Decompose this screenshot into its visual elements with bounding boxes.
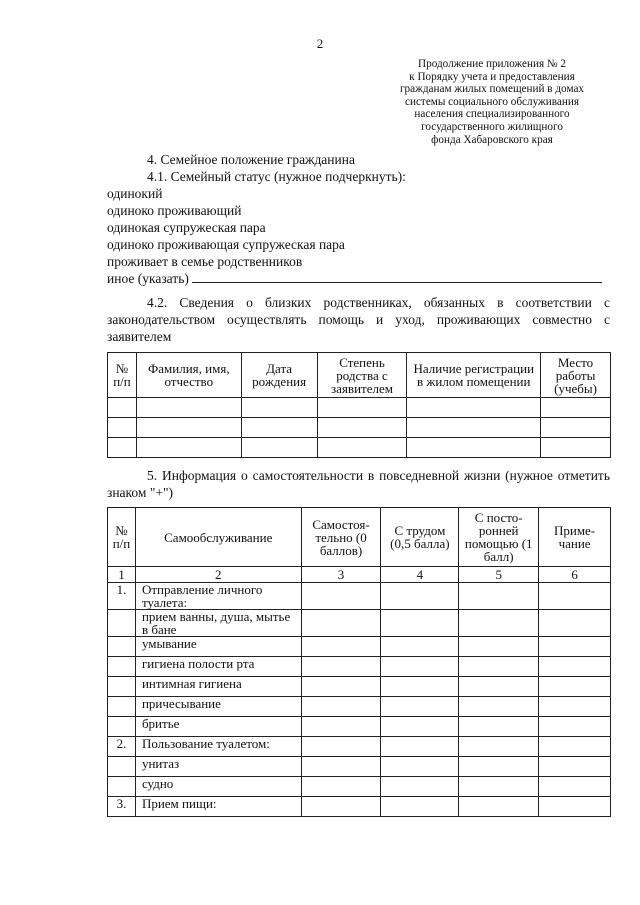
- table-row: [108, 398, 611, 418]
- mark-cell[interactable]: [459, 777, 539, 797]
- status-option[interactable]: одиноко проживающий: [107, 203, 242, 218]
- row-number: [108, 657, 136, 677]
- mark-cell[interactable]: [301, 797, 381, 817]
- table-cell[interactable]: [407, 398, 541, 418]
- mark-cell[interactable]: [301, 697, 381, 717]
- status-option[interactable]: одинокий: [107, 186, 163, 201]
- mark-cell[interactable]: [381, 757, 459, 777]
- mark-cell[interactable]: [381, 717, 459, 737]
- column-number-row: [108, 567, 611, 583]
- relatives-table: [107, 352, 611, 458]
- mark-cell[interactable]: [301, 737, 381, 757]
- column-number: 4: [381, 567, 459, 583]
- table-cell[interactable]: [241, 418, 317, 438]
- mark-cell[interactable]: [539, 717, 611, 737]
- section5-text: 5. Информация о самостоятельности в повседневной жизни (нужное отметить знаком "+"): [107, 468, 610, 500]
- mark-cell[interactable]: [381, 637, 459, 657]
- self-care-item: судно: [135, 777, 301, 797]
- column-header: Дата рождения: [241, 353, 317, 398]
- column-header: Наличие регистрации в жилом помещении: [407, 353, 541, 398]
- table-row: [108, 610, 611, 637]
- mark-cell[interactable]: [539, 797, 611, 817]
- table-row: [108, 657, 611, 677]
- row-number: 1.: [108, 583, 136, 610]
- header-line: гражданам жилых помещений в домах: [399, 83, 585, 96]
- table-cell[interactable]: [241, 438, 317, 458]
- mark-cell[interactable]: [539, 737, 611, 757]
- header-line: фонда Хабаровского края: [431, 133, 553, 146]
- self-care-item: причесывание: [135, 697, 301, 717]
- row-number: [108, 677, 136, 697]
- mark-cell[interactable]: [301, 637, 381, 657]
- self-care-item: интимная гигиена: [135, 677, 301, 697]
- appendix-header: [382, 58, 602, 146]
- column-header: Самообслуживание: [135, 508, 301, 567]
- table-cell[interactable]: [108, 398, 137, 418]
- table-cell[interactable]: [136, 398, 241, 418]
- column-header: Фамилия, имя, отчество: [136, 353, 241, 398]
- mark-cell[interactable]: [459, 717, 539, 737]
- column-number: 6: [539, 567, 611, 583]
- header-line: населения специализированного: [414, 108, 570, 121]
- header-line: к Порядку учета и предоставления: [409, 70, 575, 83]
- table-cell[interactable]: [317, 418, 407, 438]
- mark-cell[interactable]: [539, 583, 611, 610]
- self-care-item: прием ванны, душа, мытье в бане: [135, 610, 301, 637]
- column-header: № п/п: [108, 353, 137, 398]
- column-header: Самостоя-тельно (0 баллов): [301, 508, 381, 567]
- mark-cell[interactable]: [301, 677, 381, 697]
- table-row: [108, 737, 611, 757]
- mark-cell[interactable]: [301, 583, 381, 610]
- status-option[interactable]: одиноко проживающая супружеская пара: [107, 237, 345, 252]
- table-row: [108, 797, 611, 817]
- table-row: [108, 418, 611, 438]
- self-care-item: Пользование туалетом:: [135, 737, 301, 757]
- table-row: [108, 637, 611, 657]
- section4-2-text: 4.2. Сведения о близких родственниках, обязанных в соответствии с законодательством осуществлять помощь и уход, проживающих совместно с заявителем: [107, 295, 610, 344]
- status-option[interactable]: одинокая супружеская пара: [107, 220, 266, 235]
- mark-cell[interactable]: [539, 637, 611, 657]
- section4-1-title: 4.1. Семейный статус (нужное подчеркнуть):: [147, 169, 406, 184]
- mark-cell[interactable]: [459, 797, 539, 817]
- self-care-item: Прием пищи:: [135, 797, 301, 817]
- mark-cell[interactable]: [459, 737, 539, 757]
- row-number: [108, 697, 136, 717]
- mark-cell[interactable]: [539, 610, 611, 637]
- page-number: 2: [316, 36, 324, 51]
- mark-cell[interactable]: [381, 697, 459, 717]
- status-option[interactable]: проживает в семье родственников: [107, 254, 303, 269]
- header-line: Продолжение приложения № 2: [418, 58, 566, 70]
- table-header-row: [108, 508, 611, 567]
- row-number: 2.: [108, 737, 136, 757]
- table-row: [108, 583, 611, 610]
- self-care-item: гигиена полости рта: [135, 657, 301, 677]
- mark-cell[interactable]: [459, 757, 539, 777]
- mark-cell[interactable]: [459, 610, 539, 637]
- table-row: [108, 677, 611, 697]
- mark-cell[interactable]: [459, 677, 539, 697]
- mark-cell[interactable]: [381, 777, 459, 797]
- table-row: [108, 757, 611, 777]
- table-cell[interactable]: [136, 438, 241, 458]
- mark-cell[interactable]: [459, 697, 539, 717]
- table-cell[interactable]: [541, 438, 611, 458]
- mark-cell[interactable]: [381, 737, 459, 757]
- table-cell[interactable]: [317, 398, 407, 418]
- table-cell[interactable]: [541, 418, 611, 438]
- mark-cell[interactable]: [459, 637, 539, 657]
- header-line: государственного жилищного: [421, 120, 563, 133]
- table-cell[interactable]: [407, 438, 541, 458]
- mark-cell[interactable]: [301, 657, 381, 677]
- mark-cell[interactable]: [539, 677, 611, 697]
- mark-cell[interactable]: [381, 677, 459, 697]
- section4-title: 4. Семейное положение гражданина: [147, 152, 355, 167]
- mark-cell[interactable]: [381, 657, 459, 677]
- column-header: С трудом (0,5 балла): [381, 508, 459, 567]
- row-number: 3.: [108, 797, 136, 817]
- table-cell[interactable]: [241, 398, 317, 418]
- mark-cell[interactable]: [381, 610, 459, 637]
- mark-cell[interactable]: [301, 610, 381, 637]
- other-fill-line[interactable]: [192, 270, 602, 283]
- table-header-row: [108, 353, 611, 398]
- self-care-table: [107, 507, 611, 817]
- status-option-other-row: [107, 270, 602, 287]
- mark-cell[interactable]: [459, 583, 539, 610]
- table-cell[interactable]: [541, 398, 611, 418]
- table-row: [108, 438, 611, 458]
- mark-cell[interactable]: [301, 717, 381, 737]
- column-header: № п/п: [108, 508, 136, 567]
- table-cell[interactable]: [108, 438, 137, 458]
- table-row: [108, 697, 611, 717]
- column-number: 3: [301, 567, 381, 583]
- column-number: 2: [135, 567, 301, 583]
- column-number: 5: [459, 567, 539, 583]
- table-row: [108, 777, 611, 797]
- mark-cell[interactable]: [301, 777, 381, 797]
- mark-cell[interactable]: [539, 777, 611, 797]
- mark-cell[interactable]: [539, 697, 611, 717]
- mark-cell[interactable]: [381, 583, 459, 610]
- mark-cell[interactable]: [381, 797, 459, 817]
- self-care-item: умывание: [135, 637, 301, 657]
- row-number: [108, 757, 136, 777]
- self-care-item: Отправление личного туалета:: [135, 583, 301, 610]
- column-header: Место работы (учебы): [541, 353, 611, 398]
- table-cell[interactable]: [136, 418, 241, 438]
- row-number: [108, 777, 136, 797]
- table-row: [108, 717, 611, 737]
- column-header: Степень родства с заявителем: [317, 353, 407, 398]
- mark-cell[interactable]: [459, 657, 539, 677]
- header-line: системы социального обслуживания: [405, 95, 579, 108]
- column-header: С посто-ронней помощью (1 балл): [459, 508, 539, 567]
- mark-cell[interactable]: [539, 657, 611, 677]
- column-header: Приме-чание: [539, 508, 611, 567]
- self-care-item: унитаз: [135, 757, 301, 777]
- table-cell[interactable]: [108, 418, 137, 438]
- table-cell[interactable]: [407, 418, 541, 438]
- mark-cell[interactable]: [301, 757, 381, 777]
- row-number: [108, 717, 136, 737]
- row-number: [108, 637, 136, 657]
- row-number: [108, 610, 136, 637]
- status-option[interactable]: иное (указать): [107, 271, 189, 286]
- table-cell[interactable]: [317, 438, 407, 458]
- column-number: 1: [108, 567, 136, 583]
- mark-cell[interactable]: [539, 757, 611, 777]
- self-care-item: бритье: [135, 717, 301, 737]
